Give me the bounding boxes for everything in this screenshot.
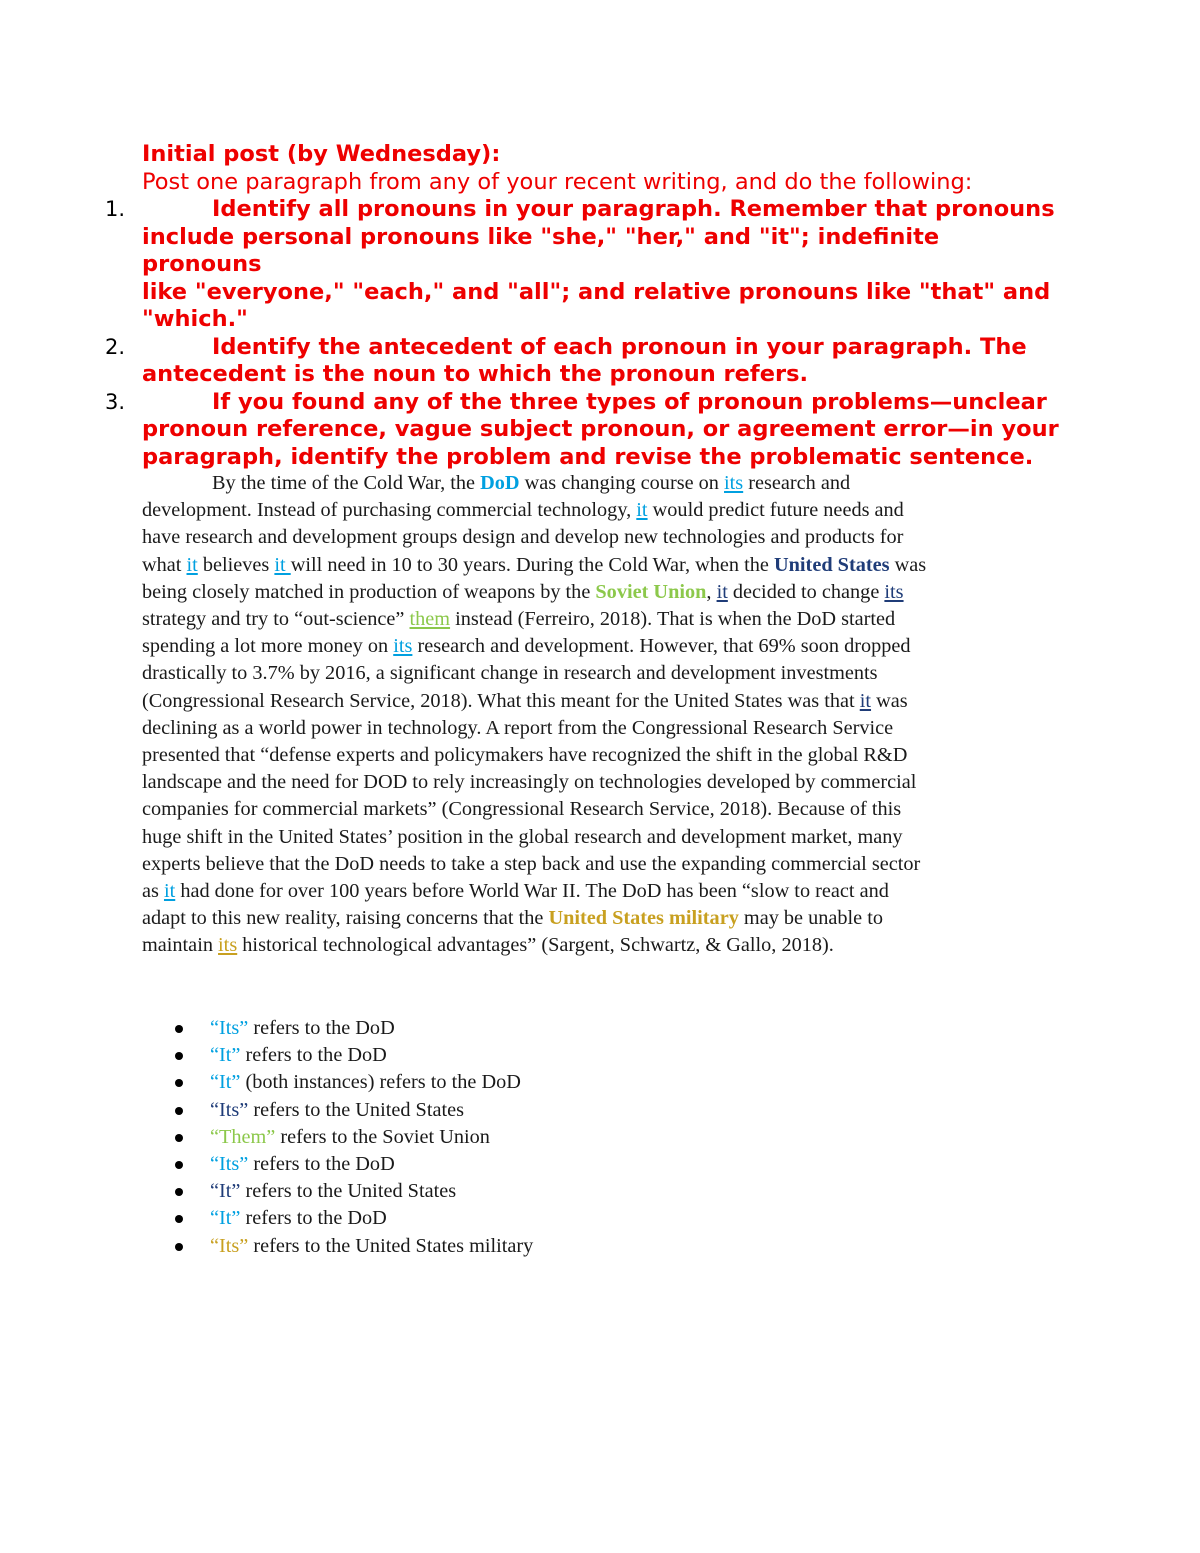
paragraph-line	[142, 742, 1062, 769]
pronoun-quote: “It”	[210, 1207, 241, 1230]
instruction-line: include personal pronouns like "she," "her," and "it"; indefinite pronouns	[142, 223, 940, 277]
essay-paragraph	[142, 470, 1062, 960]
paragraph-line	[142, 633, 1062, 660]
instruction-line: antecedent is the noun to which the pronoun refers.	[142, 361, 809, 387]
text: experts believe that the DoD needs to take a step back and use the expanding commercial sector	[142, 852, 921, 875]
paragraph-line	[142, 715, 1062, 742]
text: development. Instead of purchasing commercial technology,	[142, 499, 637, 522]
text: ,	[706, 580, 717, 603]
pronoun-quote: “Its”	[210, 1234, 249, 1257]
instruction-number: 3.	[105, 389, 126, 414]
text: was changing course on	[519, 472, 725, 494]
bullet-icon	[175, 1107, 183, 1115]
list-item	[142, 1124, 1042, 1151]
text: was	[889, 553, 927, 576]
list-item-text: refers to the United States	[248, 1098, 465, 1121]
text: By the time of the Cold War, the	[212, 472, 481, 494]
instruction-item-3	[105, 388, 1062, 472]
bullet-icon	[175, 1161, 183, 1169]
instruction-line: like "everyone," "each," and "all"; and relative pronouns like "that" and	[142, 278, 1051, 305]
text: presented that “defense experts and policymakers have recognized the shift in the global R&D	[142, 744, 908, 767]
list-item	[142, 1015, 1042, 1042]
pronoun-quote: “It”	[210, 1180, 241, 1203]
instructions-heading: Initial post (by Wednesday):	[142, 141, 501, 167]
pronoun-them: them	[409, 608, 451, 631]
bullet-icon	[175, 1243, 183, 1251]
paragraph-line	[142, 905, 1062, 932]
text: decided to change	[727, 580, 885, 603]
paragraph-line	[142, 824, 1062, 851]
paragraph-line	[142, 688, 1062, 715]
text: landscape and the need for DOD to rely increasingly on technologies developed by commercial	[142, 771, 917, 794]
pronoun-it: it	[716, 580, 728, 603]
text: would predict future needs and	[647, 499, 904, 522]
list-item-text: refers to the DoD	[240, 1207, 387, 1230]
list-item	[142, 1205, 1042, 1232]
list-item	[142, 1097, 1042, 1124]
instruction-line: pronoun reference, vague subject pronoun, or agreement error—in your	[142, 416, 1059, 442]
paragraph-line	[142, 769, 1062, 796]
text: spending a lot more money on	[142, 635, 394, 658]
text: may be unable to	[738, 907, 884, 930]
text: maintain	[142, 934, 219, 957]
text: have research and development groups design and develop new technologies and products for	[142, 526, 904, 549]
list-item	[142, 1178, 1042, 1205]
antecedent-soviet-union: Soviet Union	[595, 580, 707, 603]
list-item	[142, 1151, 1042, 1178]
list-item	[142, 1042, 1042, 1069]
pronoun-quote: “It”	[210, 1044, 241, 1067]
instruction-item-2	[105, 333, 1062, 389]
pronoun-quote: “Them”	[210, 1125, 276, 1148]
paragraph-line	[142, 606, 1062, 633]
bullet-icon	[175, 1215, 183, 1223]
list-item-text: (both instances) refers to the DoD	[240, 1071, 521, 1094]
list-item-text: refers to the United States military	[248, 1234, 534, 1257]
text: believes	[197, 553, 275, 576]
antecedent-united-states-military: United States military	[548, 907, 739, 930]
bullet-icon	[175, 1052, 183, 1060]
pronoun-quote: “Its”	[210, 1098, 249, 1121]
text: being closely matched in production of weapons by the	[142, 580, 596, 603]
pronoun-it: it	[636, 499, 648, 522]
text: huge shift in the United States’ position in the global research and development market, many	[142, 825, 903, 848]
paragraph-line	[142, 932, 1062, 959]
text: had done for over 100 years before World War II. The DoD has been “slow to react and	[175, 880, 889, 903]
instruction-line: paragraph, identify the problem and revise the problematic sentence.	[142, 443, 1034, 470]
text: drastically to 3.7% by 2016, a significant change in research and development investments	[142, 662, 878, 685]
text: was	[871, 689, 908, 712]
paragraph-line	[142, 878, 1062, 905]
list-item-text: refers to the DoD	[248, 1017, 395, 1039]
pronoun-its: its	[724, 472, 744, 494]
text: instead (Ferreiro, 2018). That is when the DoD started	[450, 608, 896, 631]
instruction-line: If you found any of the three types of pronoun problems—unclear	[212, 388, 1047, 415]
list-item	[142, 1233, 1042, 1260]
text: historical technological advantages” (Sargent, Schwartz, & Gallo, 2018).	[237, 934, 834, 957]
text: as	[142, 880, 164, 903]
paragraph-line	[142, 796, 1062, 823]
instruction-line: Identify all pronouns in your paragraph. Remember that pronouns	[212, 196, 1055, 222]
paragraph-line	[142, 497, 1062, 524]
list-item-text: refers to the Soviet Union	[275, 1125, 490, 1148]
instruction-number: 2.	[105, 334, 126, 359]
list-item-text: refers to the United States	[240, 1180, 457, 1203]
list-item-text: refers to the DoD	[240, 1044, 387, 1067]
bullet-icon	[175, 1079, 183, 1087]
instruction-item-1	[105, 196, 1062, 334]
paragraph-line	[142, 851, 1062, 878]
instruction-number: 1.	[105, 197, 126, 221]
list-item	[142, 1069, 1042, 1096]
instructions-intro: Post one paragraph from any of your recent writing, and do the following:	[142, 168, 973, 195]
paragraph-line	[142, 524, 1062, 551]
antecedent-dod: DoD	[480, 472, 520, 494]
bullet-icon	[175, 1025, 183, 1033]
paragraph-line	[142, 552, 1062, 579]
text: declining as a world power in technology. A report from the Congressional Research Service	[142, 716, 894, 739]
bullet-icon	[175, 1188, 183, 1196]
text: (Congressional Research Service, 2018). What this meant for the United States was that	[142, 689, 860, 712]
instructions-block	[105, 141, 1062, 471]
pronoun-its: its	[884, 580, 904, 603]
pronoun-it: it	[163, 880, 176, 903]
pronoun-it: it	[186, 553, 198, 576]
pronoun-it: it	[274, 553, 291, 576]
pronoun-list	[142, 1015, 1042, 1260]
text: strategy and try to “out-science”	[142, 608, 410, 631]
pronoun-it: it	[859, 689, 872, 712]
text: adapt to this new reality, raising concerns that the	[142, 907, 549, 930]
paragraph-line	[142, 579, 1062, 606]
text: research and development. However, that 69% soon dropped	[412, 635, 911, 658]
instruction-line: Identify the antecedent of each pronoun in your paragraph. The	[212, 333, 1027, 360]
list-item-text: refers to the DoD	[248, 1153, 395, 1176]
pronoun-quote: “Its”	[210, 1017, 249, 1039]
paragraph-line	[142, 660, 1062, 687]
text: what	[142, 553, 187, 576]
text: companies for commercial markets” (Congressional Research Service, 2018). Because of this	[142, 798, 902, 821]
pronoun-its: its	[218, 934, 238, 957]
paragraph-line	[142, 470, 1062, 497]
pronoun-its: its	[393, 635, 413, 658]
text: research and	[743, 472, 851, 494]
bullet-icon	[175, 1134, 183, 1142]
pronoun-quote: “Its”	[210, 1153, 249, 1176]
text: will need in 10 to 30 years. During the Cold War, when the	[290, 553, 774, 576]
pronoun-quote: “It”	[210, 1071, 241, 1094]
instruction-line: "which."	[142, 306, 248, 332]
antecedent-united-states: United States	[774, 553, 890, 576]
